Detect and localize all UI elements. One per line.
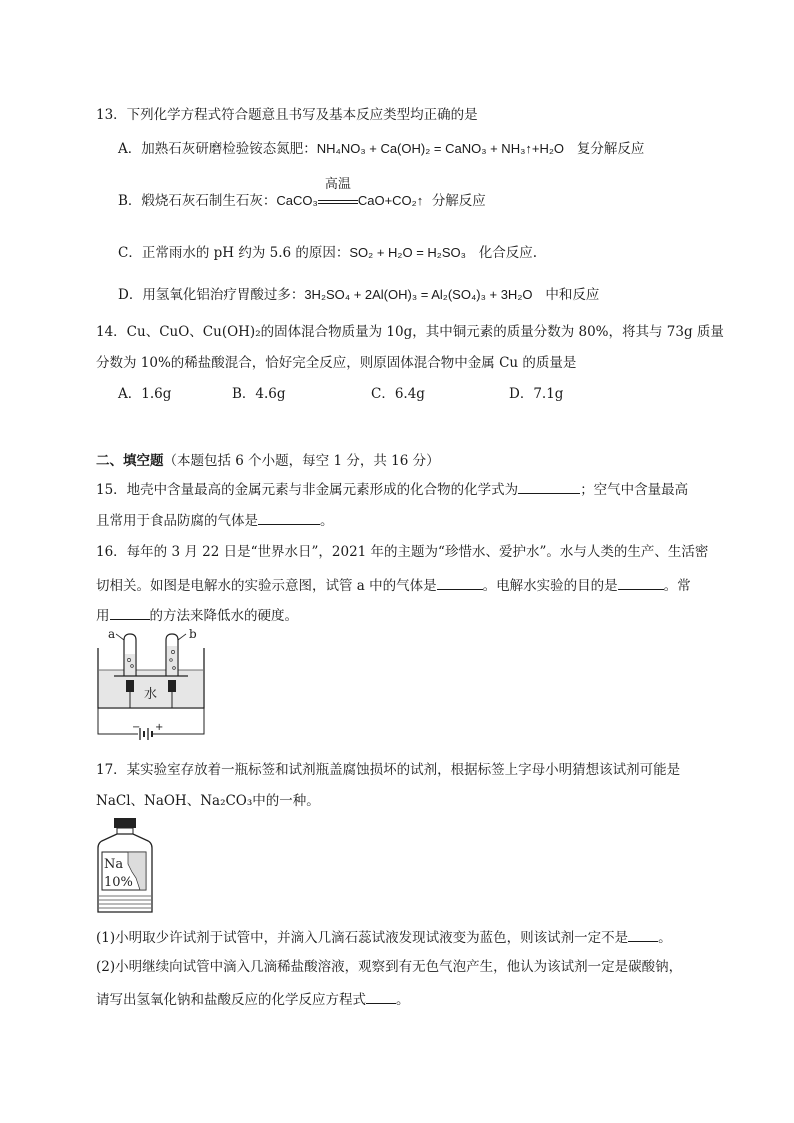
q13-c-equation: SO₂ + H₂O = H₂SO₃ [349,245,466,260]
q13-c-type: 化合反应. [478,245,538,261]
q16-blank-3[interactable] [110,605,150,620]
q17-line1: 17．某实验室存放着一瓶标签和试剂瓶盖腐蚀损坏的试剂，根据标签上字母小明猜想该试剂可能是 [96,762,681,778]
q13-option-a[interactable] [118,140,644,158]
q14-option-a[interactable]: A．1.6g [118,386,172,402]
q17-blank-2[interactable] [366,989,396,1004]
q15-blank-1[interactable] [518,479,580,494]
electrolysis-diagram [94,626,212,744]
diagram-label-minus: − [132,722,141,733]
q14-option-c[interactable]: C．6.4g [371,386,425,402]
bottle-label-na: Na [104,857,124,872]
q13-d-label: D．用氢氧化铝治疗胃酸过多： [118,287,305,303]
q15-line1: 15．地壳中含量最高的金属元素与非金属元素形成的化合物的化学式为 ；空气中含量最高 [96,479,688,499]
q14-line2: 分数为 10%的稀盐酸混合，恰好完全反应，则原固体混合物中金属 Cu 的质量是 [96,355,577,371]
q16-line1: 16．每年的 3 月 22 日是“世界水日”，2021 年的主题为“珍惜水、爱护水”。水与人类的生产、生活密 [96,544,709,560]
q13-d-equation: 3H₂SO₄ + 2Al(OH)₃ = Al₂(SO₄)₃ + 3H₂O [304,287,533,302]
q17-sub2-line1: (2)小明继续向试管中滴入几滴稀盐酸溶液，观察到有无色气泡产生，他认为该试剂一定是碳酸钠， [96,959,683,975]
q13-option-c[interactable] [118,244,537,262]
q13-b-label: B．煅烧石灰石制生石灰： [118,193,277,209]
reagent-bottle-figure [94,816,156,916]
q13-b-right: CaO+CO₂↑ [357,193,424,208]
bottle-label-percent: 10% [104,875,133,890]
q13-a-equation: NH₄NO₃ + Ca(OH)₂ = CaNO₃ + NH₃↑+H₂O [316,141,565,156]
q13-d-type: 中和反应 [545,287,600,303]
diagram-label-plus: + [155,722,164,733]
q13-b-left: CaCO₃ [276,193,318,208]
q14-line1: 14．Cu、CuO、Cu(OH)₂的固体混合物质量为 10g，其中铜元素的质量分数为 80%，将其与 73g 质量 [96,324,724,340]
q13-a-type: 复分解反应 [576,141,645,157]
diagram-label-b: b [189,627,197,641]
diagram-label-water: 水 [144,687,158,702]
q16-blank-2[interactable] [618,575,664,590]
section2-title: 二、填空题 [96,453,164,469]
q16-line2: 切相关。如图是电解水的实验示意图，试管 a 中的气体是 。电解水实验的目的是 。常 [96,575,691,595]
q15-line2: 且常用于食品防腐的气体是 。 [96,510,334,530]
q13-option-d[interactable] [118,286,599,304]
q15-blank-2[interactable] [258,510,320,525]
q13-stem: 13．下列化学方程式符合题意且书写及基本反应类型均正确的是 [96,107,478,123]
q14-option-b[interactable]: B．4.6g [232,386,286,402]
q16-blank-1[interactable] [437,575,483,590]
section2-note: （本题包括 6 个小题，每空 1 分，共 16 分） [163,453,440,469]
q13-option-b[interactable] [118,177,486,210]
q16-line3: 用 的方法来降低水的硬度。 [96,605,298,625]
q13-c-label: C．正常雨水的 pH 约为 5.6 的原因： [118,245,350,261]
q17-line2: NaCl、NaOH、Na₂CO₃中的一种。 [96,793,320,809]
section2-header [96,452,440,470]
q17-sub1: (1)小明取少许试剂于试管中，并滴入几滴石蕊试液发现试液变为蓝色，则该试剂一定不是 。 [96,927,672,947]
q14-option-d[interactable]: D．7.1g [509,386,564,402]
q17-sub2-line2: 请写出氢氧化钠和盐酸反应的化学反应方程式 。 [96,989,410,1009]
q13-a-label: A．加熟石灰研磨检验铵态氮肥： [118,141,317,157]
q13-b-condition: 高温 [318,192,358,210]
diagram-label-a: a [108,627,116,641]
q13-b-type: 分解反应 [431,193,486,209]
q17-blank-1[interactable] [628,927,658,942]
